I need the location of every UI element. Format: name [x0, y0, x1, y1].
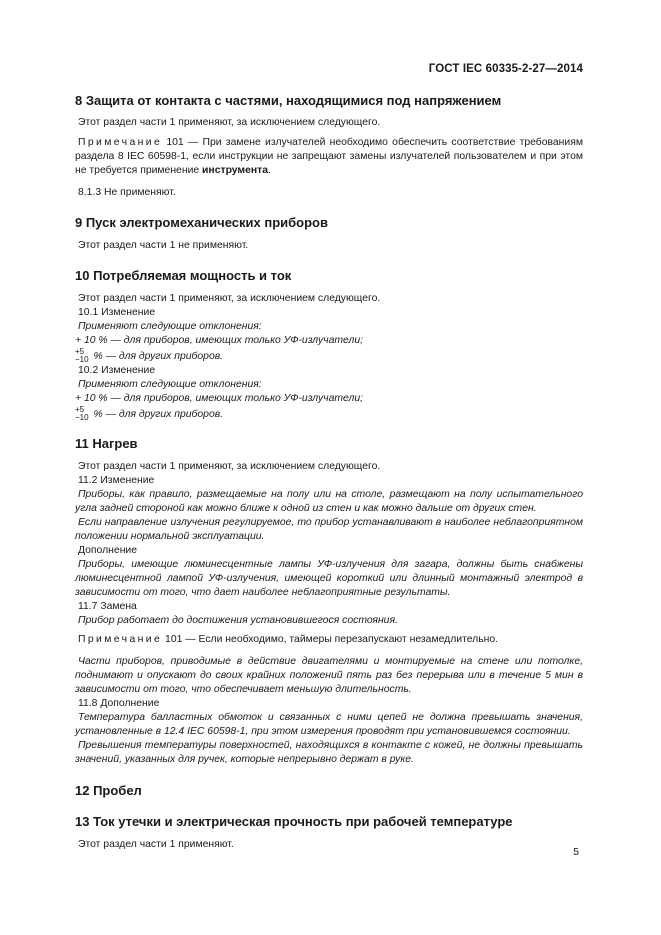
note-label: Примечание — [78, 634, 163, 645]
clause-11-8-para1 — [75, 711, 583, 739]
clause-11-2-text2: Если направление излучения регулируемое, то прибор устанавливают в наиболее неблагоприятном положении нормальной эксплуатации. — [75, 517, 583, 542]
section-11 — [75, 436, 583, 767]
clause-11-7-text2: Части приборов, приводимые в действие двигателями и монтируемые на стене или потолке, поднимают и опускают до своих крайних положений пять раз без перерыва или в течение 5 мин в зависимости от того, что обеспечивает меньшую длительность. — [75, 656, 583, 695]
clause-11-2-text1: Приборы, как правило, размещаемые на полу или на столе, размещают на полу испытательного угла задней стороной как можно ближе к одной из стен и как можно дальше от других стен. — [75, 489, 583, 514]
clause-11-2-addition: Дополнение — [78, 545, 138, 556]
section-13-intro: Этот раздел части 1 применяют. — [78, 839, 234, 850]
tolerance-upper: +5 — [75, 405, 85, 414]
clause-8-1-3: 8.1.3 Не применяют. — [78, 187, 176, 198]
tolerance-lower: −10 — [75, 355, 89, 364]
clause-10-1: 10.1 Изменение — [78, 307, 156, 318]
note-label: Примечание — [78, 137, 163, 148]
section-9 — [75, 215, 583, 253]
clause-10-2: 10.2 Изменение — [78, 365, 156, 376]
clause-10-1-text1: Применяют следующие отклонения: — [78, 321, 262, 332]
clause-10-1-line1 — [75, 320, 583, 334]
clause-11-8-para2 — [75, 739, 583, 767]
clause-11-8: 11.8 Дополнение — [78, 698, 160, 709]
clause-11-2-para1 — [75, 488, 583, 516]
section-10 — [75, 268, 583, 422]
clause-11-2-text3: Приборы, имеющие люминесцентные лампы УФ-излучения для загара, должны быть снабжены люминесцентной лампой УФ-излучения, имеющей короткий или длинный монтажный электрод в зависимости от того, что дает наиболее неблагоприятные результаты. — [75, 559, 583, 598]
clause-10-2-line3 — [75, 406, 583, 422]
tolerance-fraction — [75, 348, 89, 364]
note-text: 101 — При замене излучателей необходимо обеспечить соответствие требованиям раздела 8 IEC 60598-1, если инструкции не запрещают замены излучателей пользователем и при этом не требуется применение — [75, 137, 583, 176]
section-8-note — [75, 136, 583, 178]
note-text-end: . — [268, 165, 271, 176]
clause-10-2-text3: % — для других приборов. — [90, 408, 224, 420]
clause-10-1-line2 — [75, 334, 583, 348]
section-9-title: 9 Пуск электромеханических приборов — [75, 215, 328, 230]
tolerance-lower: −10 — [75, 413, 89, 422]
clause-11-2-para3 — [75, 558, 583, 600]
section-11-note — [75, 633, 583, 647]
note-text: 101 — Если необходимо, таймеры перезапускают незамедлительно. — [162, 634, 499, 645]
section-13-title: 13 Ток утечки и электрическая прочность при рабочей температуре — [75, 814, 513, 829]
standard-designation: ГОСТ IEC 60335-2-27—2014 — [428, 63, 583, 75]
clause-10-1-text3: % — для других приборов. — [90, 350, 224, 362]
section-12-title: 12 Пробел — [75, 783, 142, 798]
clause-10-2-line2 — [75, 392, 583, 406]
clause-11-2-para2 — [75, 516, 583, 544]
section-13 — [75, 814, 583, 852]
note-bold-term: инструмента — [202, 165, 269, 176]
page-body — [75, 93, 583, 852]
tolerance-upper: +5 — [75, 347, 85, 356]
clause-10-1-line3 — [75, 348, 583, 364]
clause-11-8-text2: Превышения температуры поверхностей, находящихся в контакте с кожей, не должны превышать значений, указанных для ручек, которые непрерывно держат в руке. — [75, 740, 583, 765]
section-8 — [75, 93, 583, 200]
section-10-title: 10 Потребляемая мощность и ток — [75, 268, 292, 283]
section-8-title: 8 Защита от контакта с частями, находящимися под напряжением — [75, 93, 502, 108]
clause-11-7-text1: Прибор работает до достижения установившегося состояния. — [78, 615, 398, 626]
clause-10-2-line1 — [75, 378, 583, 392]
section-12 — [75, 783, 583, 799]
clause-10-1-text2: + 10 % — для приборов, имеющих только УФ-излучатели; — [75, 335, 364, 346]
tolerance-fraction — [75, 406, 89, 422]
clause-10-2-text2: + 10 % — для приборов, имеющих только УФ-излучатели; — [75, 393, 364, 404]
clause-10-2-text1: Применяют следующие отклонения: — [78, 379, 262, 390]
section-9-intro: Этот раздел части 1 не применяют. — [78, 240, 249, 251]
section-8-intro: Этот раздел части 1 применяют, за исключением следующего. — [78, 117, 381, 128]
page-number: 5 — [573, 846, 579, 858]
section-11-intro: Этот раздел части 1 применяют, за исключением следующего. — [78, 461, 381, 472]
section-10-intro: Этот раздел части 1 применяют, за исключением следующего. — [78, 293, 381, 304]
clause-11-7: 11.7 Замена — [78, 601, 137, 612]
clause-11-2: 11.2 Изменение — [78, 475, 155, 486]
section-11-title: 11 Нагрев — [75, 436, 138, 451]
clause-11-7-para1 — [75, 614, 583, 628]
clause-11-7-para2 — [75, 655, 583, 697]
clause-11-8-text1: Температура балластных обмоток и связанных с ними цепей не должна превышать значения, установленные в 12.4 IEC 60598-1, при этом измерения проводят при установившемся состоянии. — [75, 712, 583, 737]
